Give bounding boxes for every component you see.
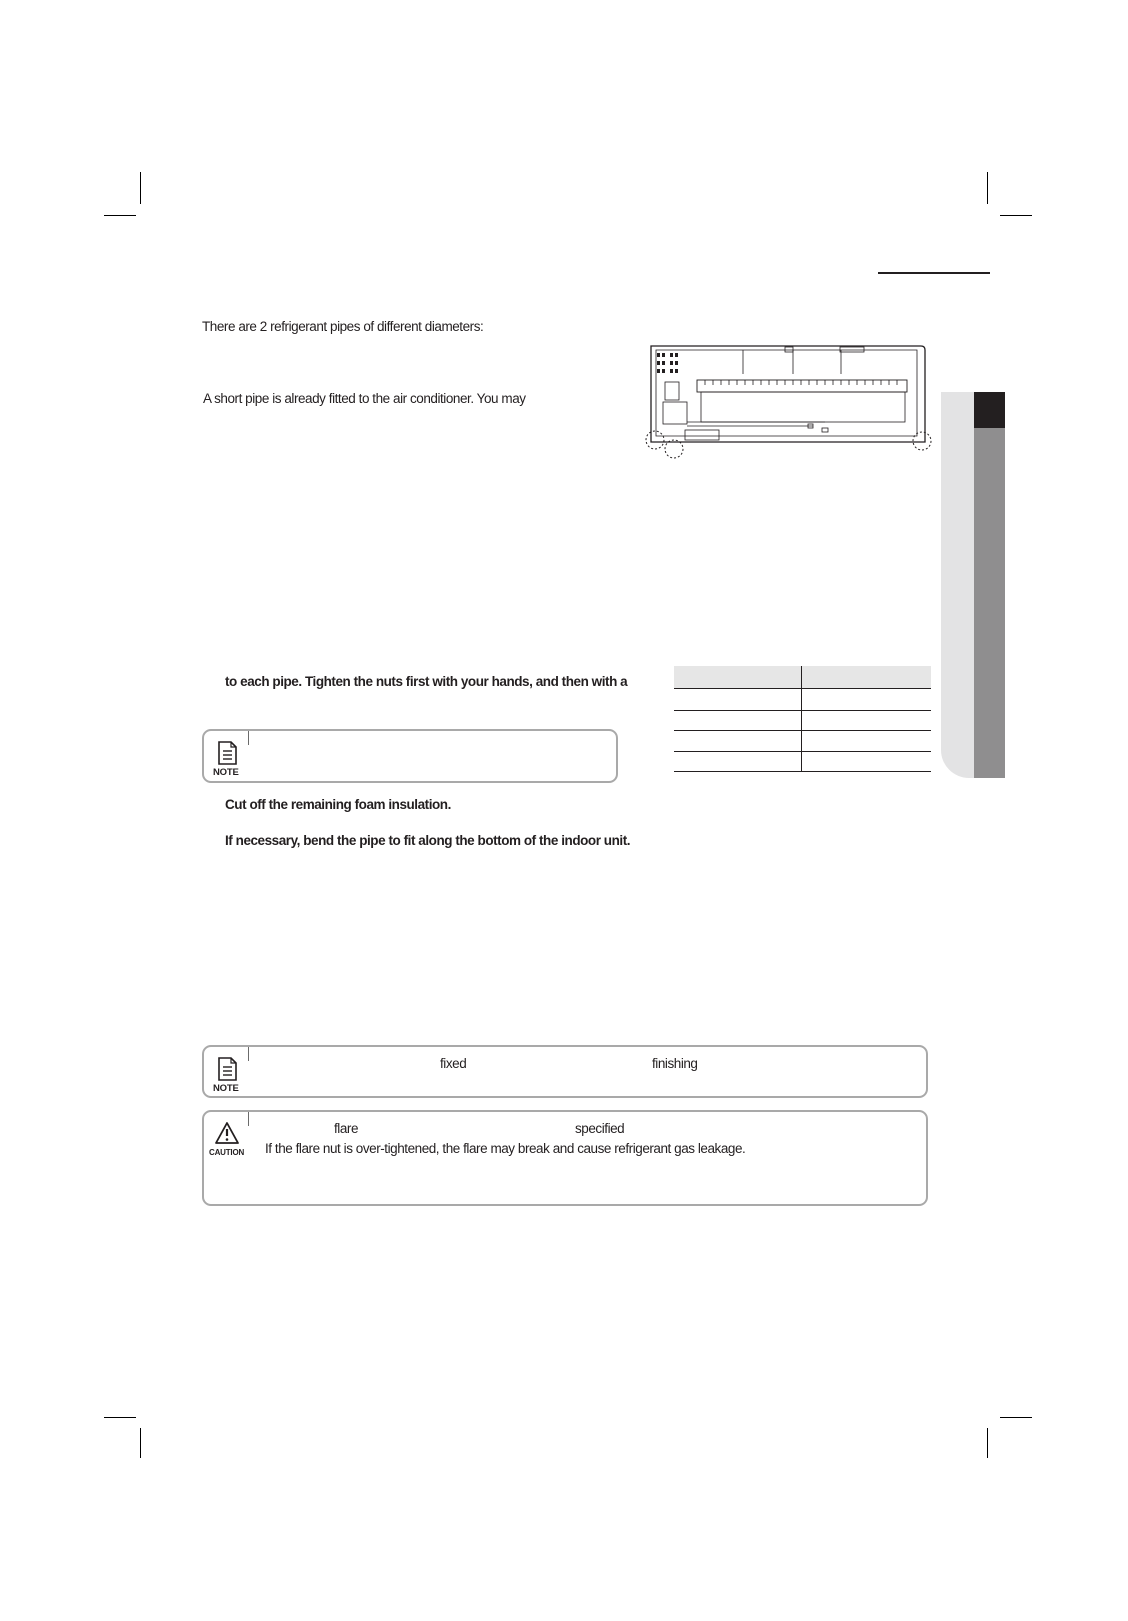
crop-mark-bl-h — [104, 1417, 136, 1418]
crop-mark-tl-h — [104, 215, 136, 216]
note-label: NOTE — [213, 767, 239, 778]
crop-mark-tr-v — [987, 172, 988, 204]
side-tab-dark — [974, 392, 1005, 428]
note-word-finishing: finishing — [652, 1056, 698, 1071]
crop-mark-tl-v — [140, 172, 141, 204]
torque-table-row-rule — [674, 730, 931, 731]
torque-table-column-divider — [801, 666, 802, 771]
header-rule — [878, 272, 990, 274]
caution-overtighten-text: If the flare nut is over-tightened, the flare may break and cause refrigerant gas leakage. — [265, 1141, 746, 1156]
caution-icon — [214, 1121, 240, 1145]
caution-divider-tick — [248, 1112, 249, 1126]
note-word-fixed: fixed — [440, 1056, 467, 1071]
short-pipe-text: A short pipe is already fitted to the air conditioner. You may — [203, 391, 526, 406]
pipes-intro-text: There are 2 refrigerant pipes of different diameters: — [202, 319, 484, 334]
torque-table-row-rule — [674, 710, 931, 711]
side-tab-mid — [974, 428, 1005, 778]
note-label: NOTE — [213, 1083, 239, 1094]
crop-mark-bl-v — [140, 1428, 141, 1458]
torque-table-header — [674, 666, 931, 688]
bend-pipe-text: If necessary, bend the pipe to fit along the bottom of the indoor unit. — [225, 833, 631, 848]
torque-table-bottom-rule — [674, 771, 931, 772]
note-icon — [216, 1057, 238, 1081]
caution-label: CAUTION — [209, 1148, 245, 1157]
caution-word-flare: flare — [334, 1121, 359, 1136]
note-icon — [216, 741, 238, 765]
side-tab-light — [941, 392, 974, 778]
tighten-step-text: to each pipe. Tighten the nuts first with your hands, and then with a — [225, 674, 628, 689]
indoor-unit-diagram — [645, 340, 935, 460]
bottom-note-box — [202, 1045, 928, 1098]
side-tab — [941, 392, 1005, 778]
crop-mark-tr-h — [1000, 215, 1032, 216]
torque-table-row-rule — [674, 751, 931, 752]
crop-mark-br-h — [1000, 1417, 1032, 1418]
caution-word-specified: specified — [575, 1121, 625, 1136]
note-divider-tick — [248, 1047, 249, 1061]
caution-box — [202, 1110, 928, 1206]
torque-table-header-rule — [674, 688, 931, 689]
crop-mark-br-v — [987, 1428, 988, 1458]
note-divider-tick — [248, 731, 249, 745]
cut-insulation-text: Cut off the remaining foam insulation. — [225, 797, 451, 812]
note-box — [202, 729, 618, 783]
